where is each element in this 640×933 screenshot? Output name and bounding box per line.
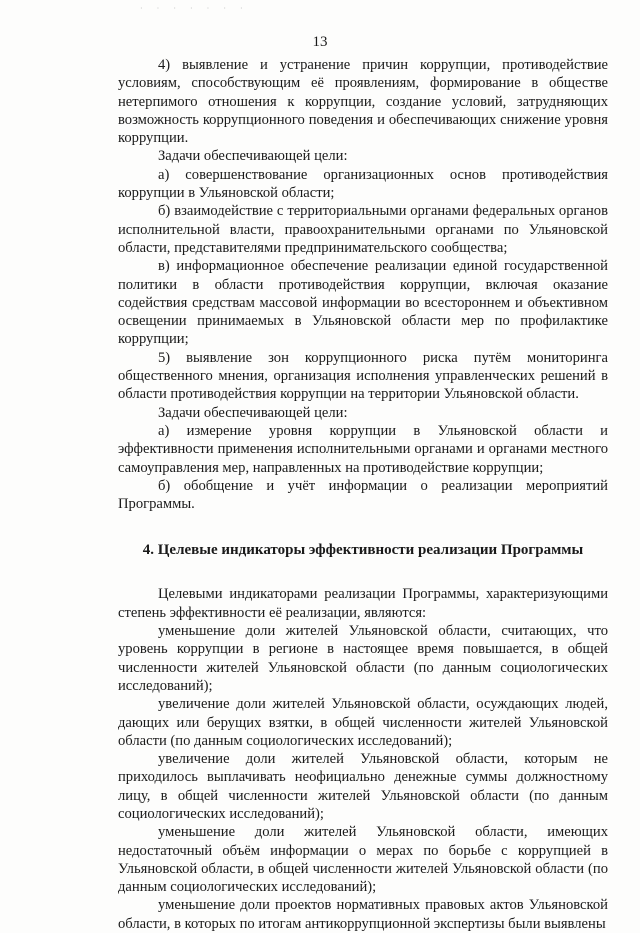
paragraph: 5) выявление зон коррупционного риска путём мониторинга общественного мнения, организация исполнения управленческих решений в области противодействия коррупции на территории Ульяновской области.	[118, 349, 608, 403]
paragraph: б) обобщение и учёт информации о реализации мероприятий Программы.	[118, 477, 608, 513]
paragraph: уменьшение доли жителей Ульяновской области, считающих, что уровень коррупции в регионе в настоящее время повышается, в общей численности жителей Ульяновской области (по данным социологических исследований);	[118, 623, 608, 694]
paragraph: Целевыми индикаторами реализации Программы, характеризующими степень эффективности её реализации, являются:	[118, 586, 608, 621]
paragraph: увеличение доли жителей Ульяновской области, осуждающих людей, дающих или берущих взятки, в общей численности жителей Ульяновской области (по данным социологических исследований);	[118, 696, 608, 749]
paragraph: 4) выявление и устранение причин коррупции, противодействие условиям, способствующим её проявлениям, формирование в обществе нетерпимого отношения к коррупции, создание условий, затрудняющих возможность коррупционного поведения и обеспечивающих снижение уровня коррупции.	[118, 57, 608, 147]
scan-artifacts: · · · · · · ·	[140, 4, 249, 13]
paragraph: а) совершенствование организационных основ противодействия коррупции в Ульяновской области;	[118, 166, 608, 202]
paragraph: увеличение доли жителей Ульяновской области, которым не приходилось выплачивать неофициально денежные суммы должностному лицу, в общей численности жителей Ульяновской области (по данным социологических исследований);	[118, 751, 608, 822]
paragraph: уменьшение доли жителей Ульяновской области, имеющих недостаточный объём информации о мерах по борьбе с коррупцией в Ульяновской области, в общей численности жителей Ульяновской области (по данным социологических исследований);	[118, 824, 608, 896]
paragraph: Задачи обеспечивающей цели:	[158, 148, 348, 165]
page-number: 13	[312, 34, 328, 50]
paragraph: б) взаимодействие с территориальными органами федеральных органов исполнительной власти, правоохранительными органами по Ульяновской области, представителями предпринимательского сообщества;	[118, 203, 608, 256]
section-heading: 4. Целевые индикаторы эффективности реализации Программы	[142, 542, 584, 559]
paragraph: Задачи обеспечивающей цели:	[158, 404, 348, 421]
paragraph: уменьшение доли проектов нормативных правовых актов Ульяновской области, в которых по итогам антикоррупционной экспертизы были выявлены	[118, 897, 608, 932]
paragraph: а) измерение уровня коррупции в Ульяновской области и эффективности применения исполнительными органами и органами местного самоуправления мер, направленных на противодействие коррупции;	[118, 422, 608, 476]
document-body	[118, 56, 608, 933]
paragraph: в) информационное обеспечение реализации единой государственной политики в области противодействия коррупции, включая оказание содействия средствам массовой информации во всестороннем и объективном освещении принимаемых в Ульяновской области мер по профилактике коррупции;	[118, 258, 608, 348]
